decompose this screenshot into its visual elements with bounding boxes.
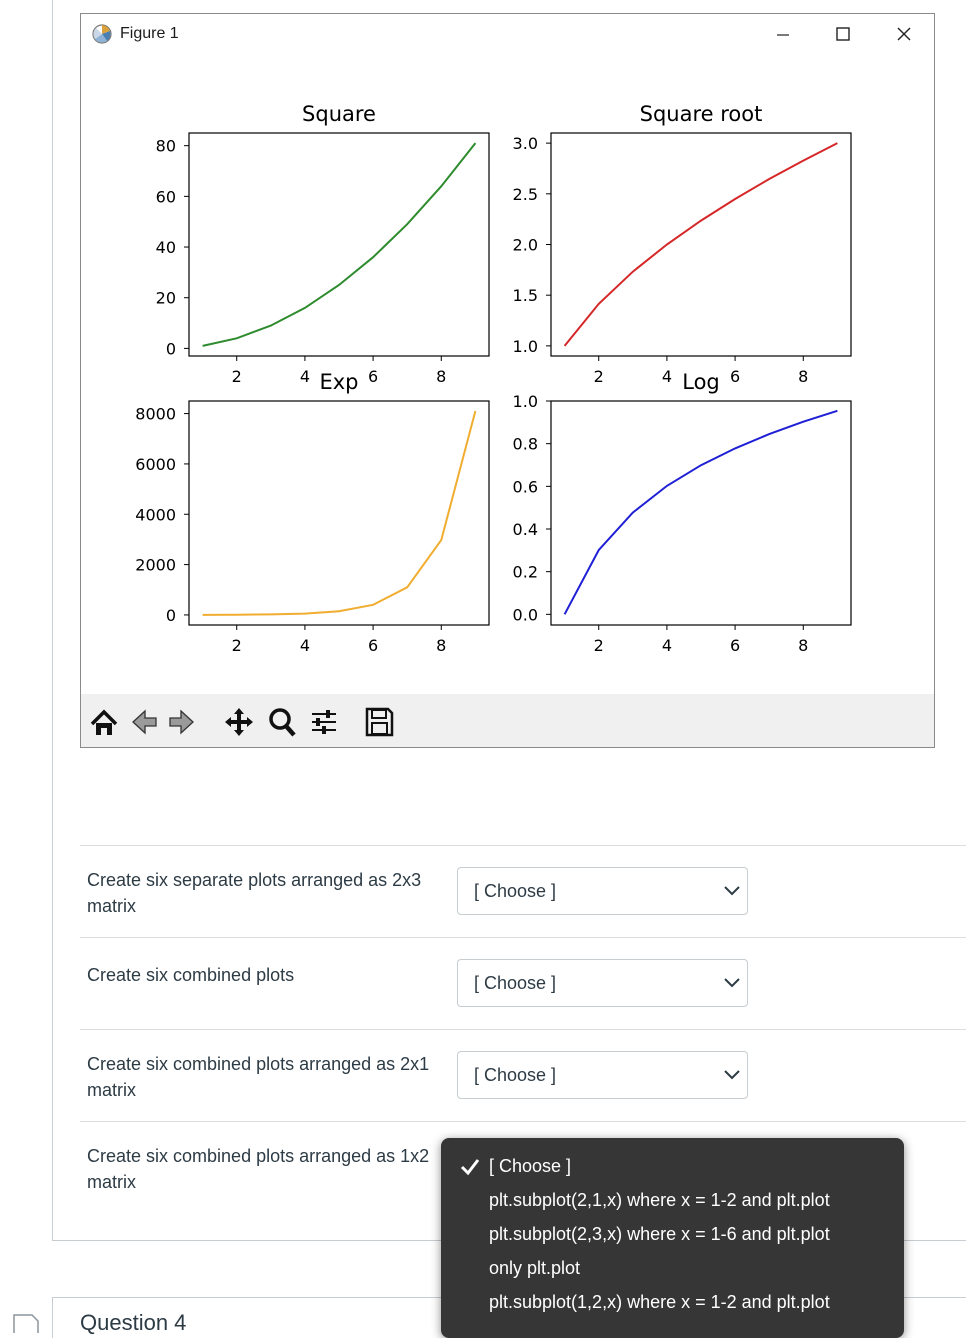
x-tick-label: 4 [661, 636, 673, 655]
subplot-title: Square root [639, 102, 763, 126]
zoom-icon[interactable] [265, 704, 299, 740]
y-tick-label: 60 [155, 187, 176, 207]
y-tick-label: 2.5 [512, 184, 538, 204]
figure-toolbar [81, 694, 934, 747]
y-tick-label: 1.5 [512, 286, 538, 306]
x-tick-label: 2 [231, 636, 242, 655]
x-tick-label: 6 [729, 636, 741, 655]
next-question-title: Question 4 [80, 1310, 187, 1335]
y-tick-label: 0.2 [512, 562, 538, 582]
y-tick-label: 80 [155, 136, 176, 156]
y-tick-label: 1.0 [512, 392, 538, 411]
y-tick-label: 2000 [135, 555, 176, 575]
y-tick-label: 0.8 [512, 434, 538, 454]
y-tick-label: 1.0 [512, 336, 538, 356]
x-tick-label: 2 [593, 367, 604, 386]
maximize-icon[interactable] [830, 22, 856, 46]
question-prompt-3: Create six combined plots arranged as 2x1 matrix [87, 1054, 430, 1100]
subplot-title: Exp [319, 370, 359, 394]
axes-frame [551, 401, 851, 625]
back-arrow-icon[interactable] [127, 704, 161, 740]
x-tick-label: 8 [798, 636, 809, 655]
close-icon[interactable] [891, 22, 917, 46]
save-icon[interactable] [362, 704, 396, 740]
x-tick-label: 8 [436, 367, 447, 386]
y-tick-label: 4000 [135, 505, 176, 525]
y-tick-label: 20 [155, 288, 176, 308]
y-tick-label: 0.6 [512, 477, 538, 497]
y-tick-label: 2.0 [512, 235, 538, 255]
row-divider [80, 937, 966, 938]
subplot-title: Log [682, 370, 720, 394]
content-left-border [52, 0, 53, 1241]
chevron-down-icon [723, 884, 741, 898]
y-tick-label: 0 [165, 605, 176, 625]
y-tick-label: 0.0 [512, 605, 538, 625]
dropdown-option[interactable]: plt.subplot(1,2,x) where x = 1-2 and plt.plot [489, 1292, 830, 1312]
x-tick-label: 2 [593, 636, 604, 655]
select-value: [ Choose ] [474, 973, 557, 993]
axes-frame [189, 133, 489, 356]
select-value: [ Choose ] [474, 881, 557, 901]
question-prompt-1: Create six separate plots arranged as 2x3 matrix [87, 870, 422, 916]
subplot-canvas [81, 54, 934, 694]
answer-select-2[interactable] [457, 959, 748, 1007]
window-title: Figure 1 [120, 25, 179, 42]
answer-select-3[interactable] [457, 1051, 748, 1099]
x-tick-label: 4 [299, 367, 311, 386]
axes-frame [551, 133, 851, 356]
row-divider [80, 1029, 966, 1030]
select-value: [ Choose ] [474, 1065, 557, 1085]
x-tick-label: 2 [231, 367, 242, 386]
y-tick-label: 3.0 [512, 134, 538, 154]
x-tick-label: 8 [436, 636, 447, 655]
x-tick-label: 6 [729, 367, 741, 386]
dropdown-option[interactable]: plt.subplot(2,3,x) where x = 1-6 and plt.plot [489, 1224, 830, 1244]
chevron-down-icon [723, 976, 741, 990]
y-tick-label: 40 [155, 238, 176, 258]
matplotlib-app-icon [91, 23, 113, 45]
answer-select-1[interactable] [457, 867, 748, 915]
checkmark-icon [459, 1156, 481, 1178]
figure-window [80, 13, 935, 748]
x-tick-label: 6 [367, 367, 379, 386]
y-tick-label: 0.4 [512, 520, 538, 539]
document-icon [12, 1313, 40, 1333]
x-tick-label: 8 [798, 367, 809, 386]
pan-icon[interactable] [222, 704, 256, 740]
question-prompt-2: Create six combined plots [87, 965, 295, 985]
dropdown-option[interactable]: [ Choose ] [489, 1156, 572, 1176]
forward-arrow-icon[interactable] [165, 704, 199, 740]
subplot-title: Square [302, 102, 376, 126]
chevron-down-icon [723, 1068, 741, 1082]
y-tick-label: 6000 [135, 454, 176, 474]
y-tick-label: 0 [165, 339, 176, 359]
window-titlebar [81, 14, 934, 54]
x-tick-label: 4 [661, 367, 673, 386]
dropdown-option[interactable]: plt.subplot(2,1,x) where x = 1-2 and plt.plot [489, 1190, 830, 1210]
x-tick-label: 6 [367, 636, 379, 655]
x-tick-label: 4 [299, 636, 311, 655]
row-divider [80, 845, 966, 846]
dropdown-option[interactable]: only plt.plot [489, 1258, 581, 1278]
row-divider [80, 1121, 966, 1122]
y-tick-label: 8000 [135, 404, 176, 424]
axes-frame [189, 401, 489, 625]
answer-dropdown-list [441, 1138, 904, 1338]
minimize-icon[interactable] [770, 22, 796, 46]
home-icon[interactable] [87, 704, 121, 740]
configure-subplots-icon[interactable] [307, 704, 341, 740]
question-prompt-4: Create six combined plots arranged as 1x2 matrix [87, 1146, 430, 1192]
